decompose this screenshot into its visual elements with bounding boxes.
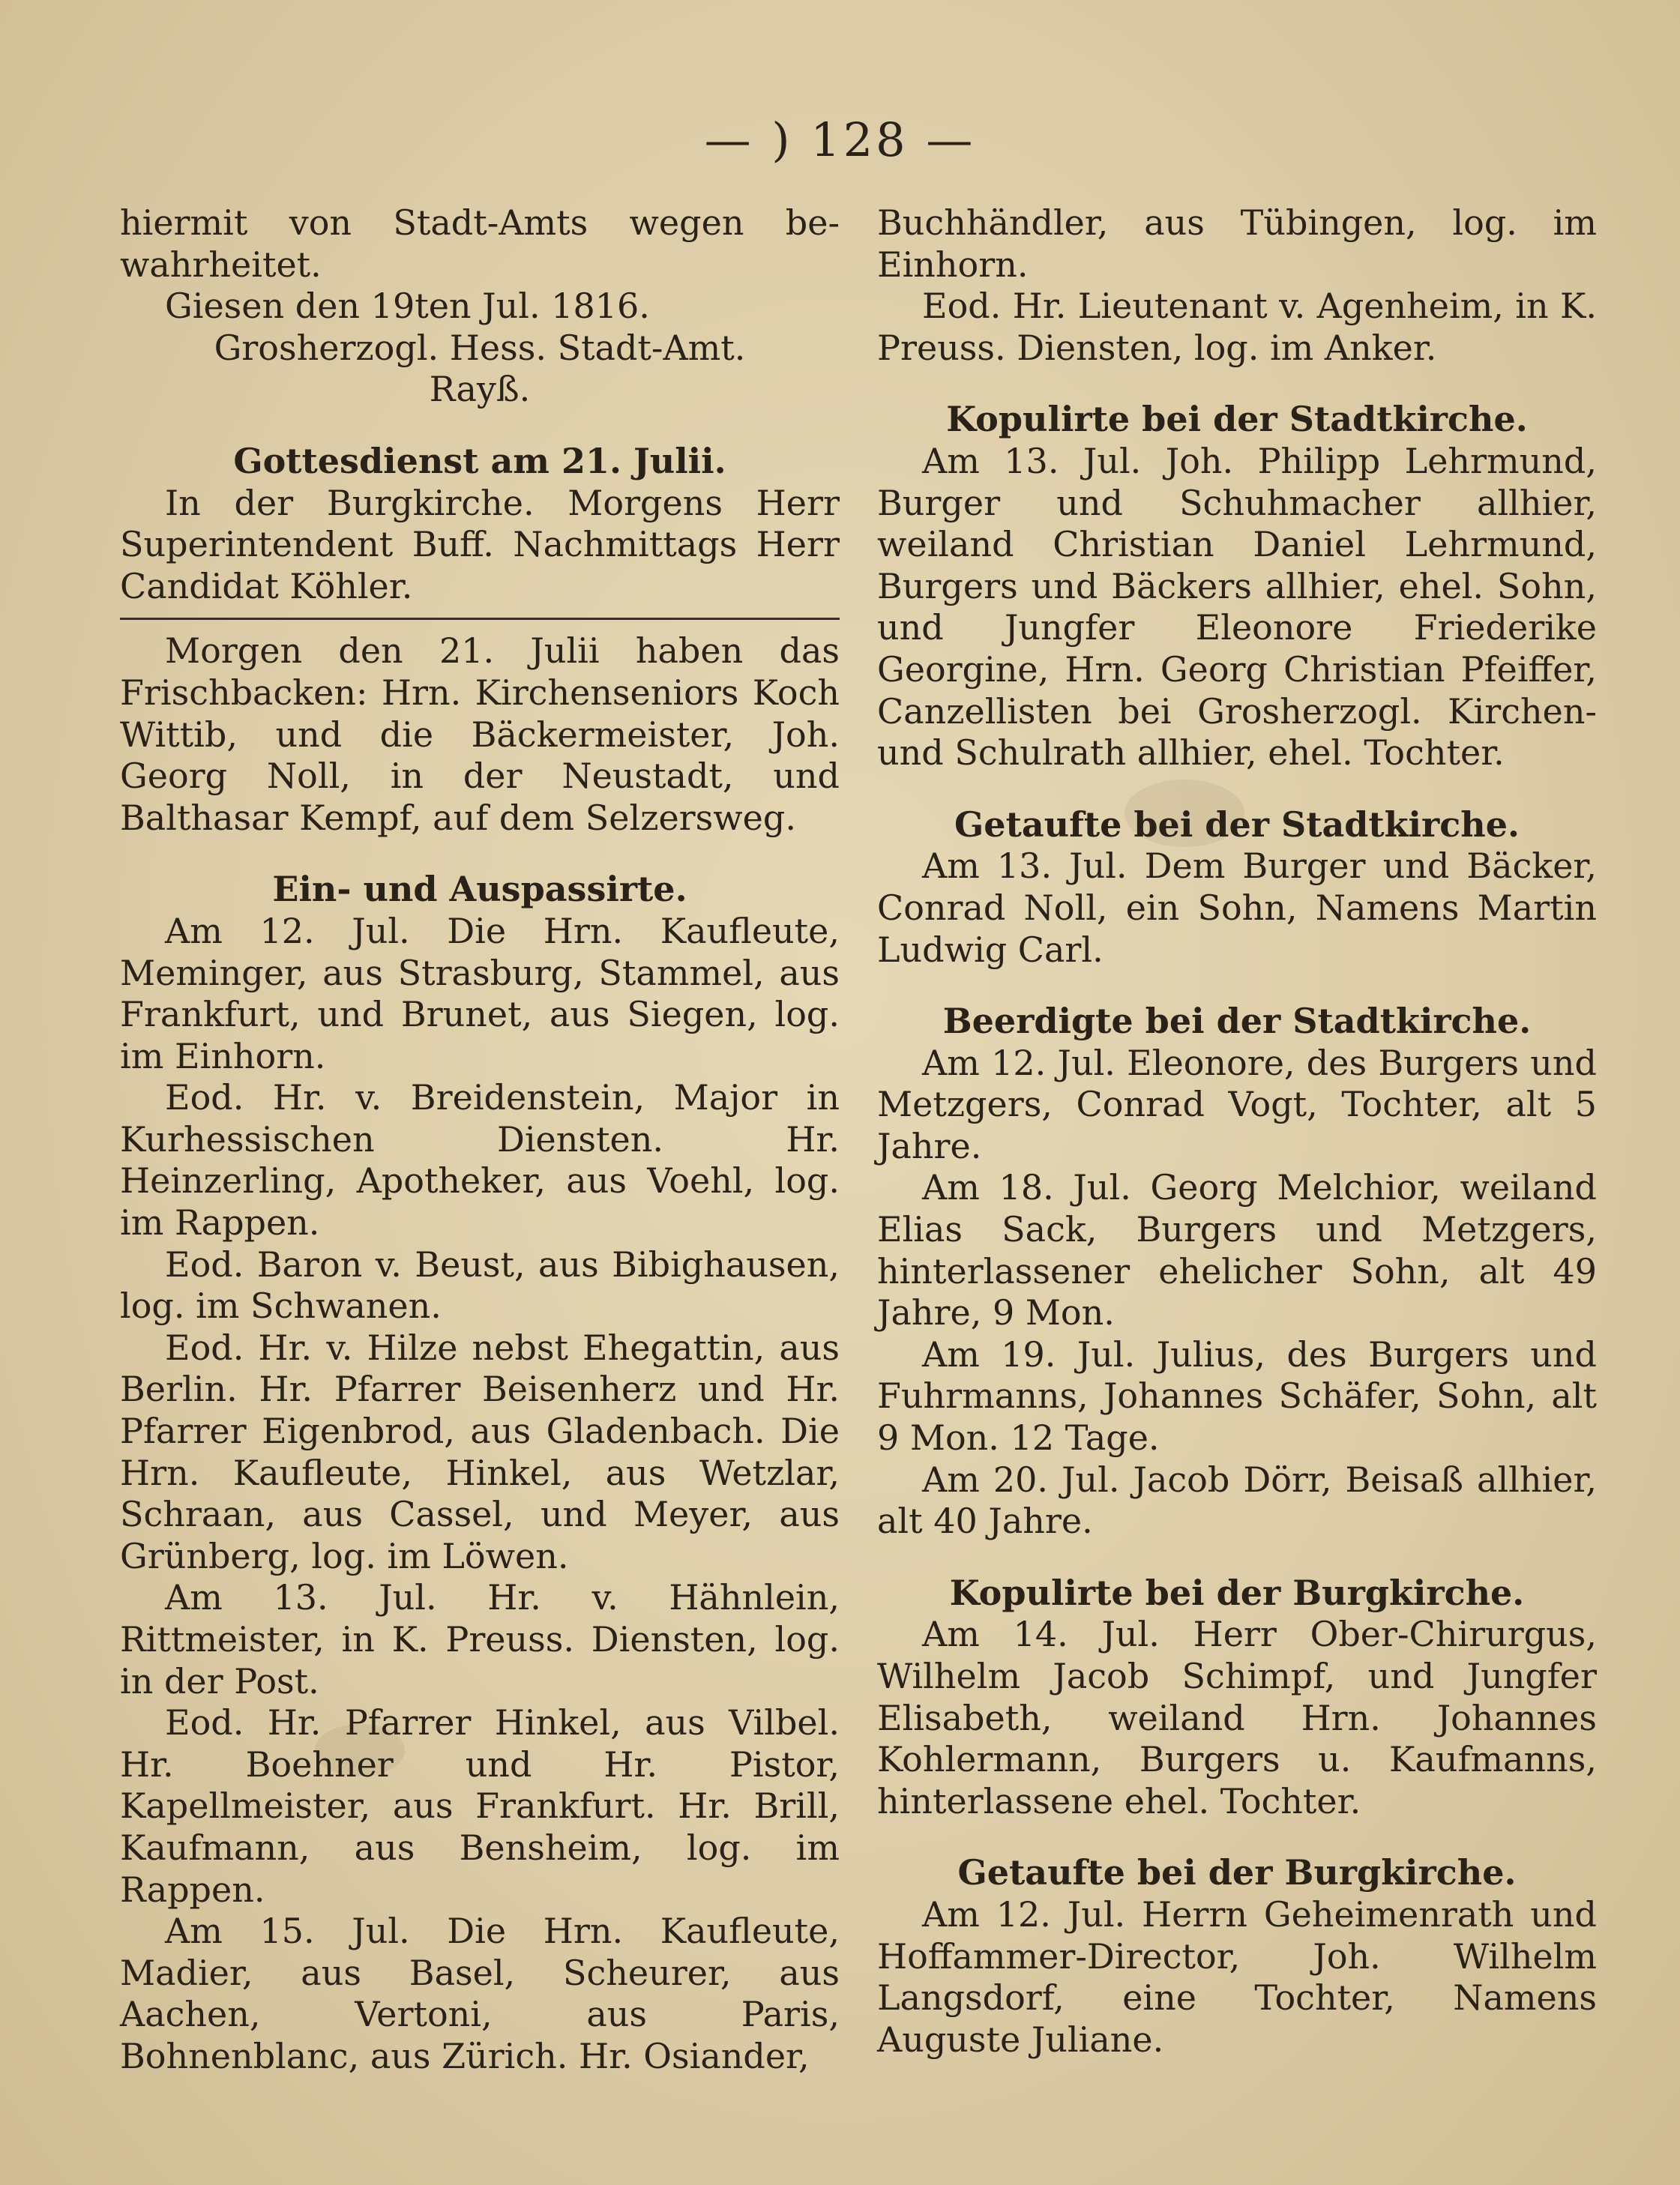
entry-paragraph: Am 13. Jul. Hr. v. Hähnlein, Rittmeister, in K. Preuss. Diensten, log. in der Post. [120, 1577, 840, 1702]
gottesdienst-text: In der Burgkirche. Morgens Herr Superintendent Buff. Nachmittags Herr Candidat Köhler. [120, 482, 840, 606]
page-header: — ) 128 — [704, 112, 976, 167]
getaufte-burg-text: Am 12. Jul. Herrn Geheimenrath und Hoffammer-Director, Joh. Wilhelm Langsdorf, eine Tochter, Namens Auguste Juliane. [877, 1893, 1597, 2060]
beerdigte-entry: Am 20. Jul. Jacob Dörr, Beisaß allhier, alt 40 Jahre. [877, 1459, 1597, 1542]
entry-paragraph: Eod. Hr. v. Hilze nebst Ehegattin, aus Berlin. Hr. Pfarrer Beisenherz und Hr. Pfarrer Eigenbrod, aus Gladenbach. Die Hrn. Kaufleute, Hinkel, aus Wetzlar, Schraan, aus Cassel, und Meyer, aus Grünberg, log. im Löwen. [120, 1327, 840, 1576]
left-column [120, 202, 840, 2078]
section-title-ein-aus: Ein- und Auspassirte. [272, 869, 687, 910]
entry-paragraph: Eod. Hr. v. Breidenstein, Major in Kurhessischen Diensten. Hr. Heinzerling, Apotheker, aus Voehl, log. im Rappen. [120, 1077, 840, 1244]
entry-paragraph: Eod. Hr. Pfarrer Hinkel, aus Vilbel. Hr. Boehner und Hr. Pistor, Kapellmeister, aus Frankfurt. Hr. Brill, Kaufmann, aus Bensheim, log. im Rappen. [120, 1702, 840, 1910]
continuation-text: Buchhändler, aus Tübingen, log. im Einhorn. [877, 202, 1597, 285]
getaufte-stadt-text: Am 13. Jul. Dem Burger und Bäcker, Conrad Noll, ein Sohn, Namens Martin Ludwig Carl. [877, 846, 1597, 970]
intro-line: hiermit von Stadt-Amts wegen be-wahrheitet. [120, 202, 840, 285]
section-title-beerdigte-stadt: Beerdigte bei der Stadtkirche. [942, 1001, 1532, 1042]
section-title-kopulirte-burg: Kopulirte bei der Burgkirche. [949, 1572, 1525, 1613]
divider [120, 618, 840, 620]
entry-paragraph: Am 12. Jul. Die Hrn. Kaufleute, Meminger, aus Strasburg, Stammel, aus Frankfurt, und Brunet, aus Siegen, log. im Einhorn. [120, 910, 840, 1076]
beerdigte-entry: Am 19. Jul. Julius, des Burgers und Fuhrmanns, Johannes Schäfer, Sohn, alt 9 Mon. 12 Tage. [877, 1333, 1597, 1459]
intro-line: Grosherzogl. Hess. Stadt-Amt. [214, 327, 746, 368]
section-title-getaufte-burg: Getaufte bei der Burgkirche. [957, 1852, 1517, 1893]
kopulirte-burg-text: Am 14. Jul. Herr Ober-Chirurgus, Wilhelm Jacob Schimpf, und Jungfer Elisabeth, weiland Hrn. Johannes Kohlermann, Burgers u. Kaufmanns, hinterlassene ehel. Tochter. [877, 1614, 1597, 1821]
intro-line: Giesen den 19ten Jul. 1816. [165, 286, 650, 327]
right-column [877, 202, 1597, 2061]
frischbacken-text: Morgen den 21. Julii haben das Frischbacken: Hrn. Kirchenseniors Koch Wittib, und die Bäckermeister, Joh. Georg Noll, in der Neustadt, und Balthasar Kempf, auf dem Selzersweg. [120, 630, 840, 838]
continuation-text: Eod. Hr. Lieutenant v. Agenheim, in K. Preuss. Diensten, log. im Anker. [877, 286, 1597, 368]
section-title-getaufte-stadt: Getaufte bei der Stadtkirche. [954, 804, 1520, 845]
section-title-kopulirte-stadt: Kopulirte bei der Stadtkirche. [946, 399, 1528, 440]
entry-paragraph: Am 15. Jul. Die Hrn. Kaufleute, Madier, aus Basel, Scheurer, aus Aachen, Vertoni, aus Paris, Bohnenblanc, aus Zürich. Hr. Osiander, [120, 1911, 840, 2076]
signature-name: Rayß. [429, 369, 531, 410]
section-title-gottesdienst: Gottesdienst am 21. Julii. [233, 440, 726, 481]
beerdigte-entry: Am 18. Jul. Georg Melchior, weiland Elias Sack, Burgers und Metzgers, hinterlassener ehelicher Sohn, alt 49 Jahre, 9 Mon. [877, 1167, 1597, 1333]
beerdigte-entry: Am 12. Jul. Eleonore, des Burgers und Metzgers, Conrad Vogt, Tochter, alt 5 Jahre. [877, 1042, 1597, 1166]
kopulirte-stadt-text: Am 13. Jul. Joh. Philipp Lehrmund, Burger und Schuhmacher allhier, weiland Christian Daniel Lehrmund, Burgers und Bäckers allhier, ehel. Sohn, und Jungfer Eleonore Friederike Georgine, Hrn. Georg Christian Pfeiffer, Canzellisten bei Grosherzogl. Kirchen- und Schulrath allhier, ehel. Tochter. [877, 440, 1597, 774]
entry-paragraph: Eod. Baron v. Beust, aus Bibighausen, log. im Schwanen. [120, 1244, 840, 1327]
